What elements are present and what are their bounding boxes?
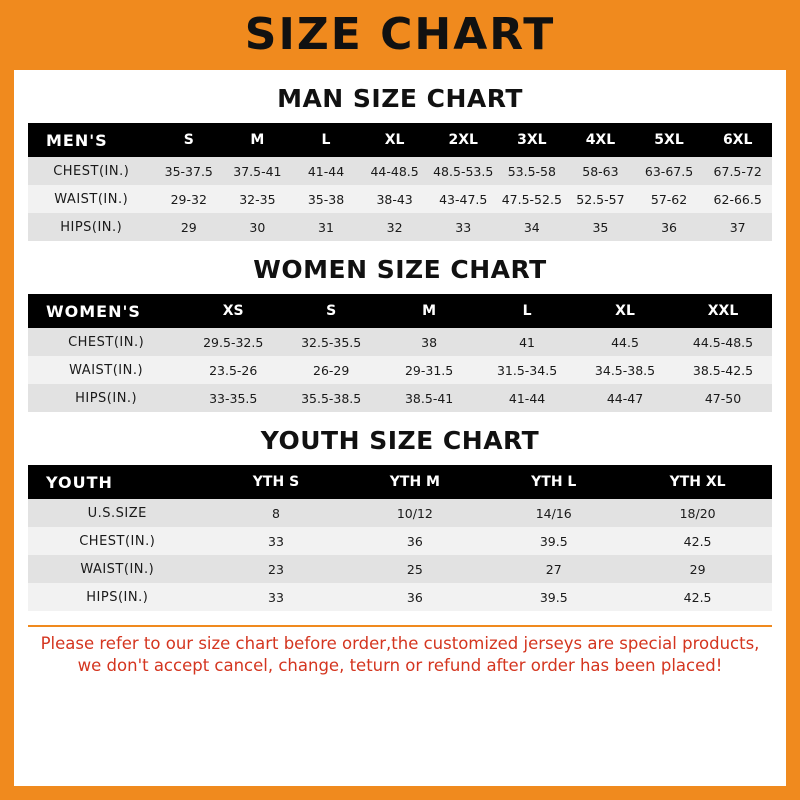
table-cell: 39.5 <box>484 527 623 555</box>
table-cell: 10/12 <box>345 499 484 527</box>
footer-band <box>0 786 800 800</box>
table-cell: 41-44 <box>478 384 576 412</box>
section-title-women: WOMEN SIZE CHART <box>253 255 547 284</box>
table-cell: 58-63 <box>566 157 635 185</box>
table-cell: 43-47.5 <box>429 185 498 213</box>
column-header: L <box>292 123 361 157</box>
chart-content <box>14 70 786 786</box>
table-row <box>28 527 772 555</box>
table-cell: 52.5-57 <box>566 185 635 213</box>
table-header-row <box>28 294 772 328</box>
column-header: YTH M <box>345 465 484 499</box>
table-cell: 38.5-42.5 <box>674 356 772 384</box>
footer-note-line-1: Please refer to our size chart before order,the customized jerseys are special products, <box>40 634 760 653</box>
table-cell: 33 <box>429 213 498 241</box>
table-corner-label: YOUTH <box>28 465 207 499</box>
table-cell: 29 <box>623 555 772 583</box>
table-cell: 36 <box>345 527 484 555</box>
table-cell: 29.5-32.5 <box>184 328 282 356</box>
table-cell: 53.5-58 <box>498 157 567 185</box>
table-row <box>28 583 772 611</box>
table-cell: 37.5-41 <box>223 157 292 185</box>
table-cell: 44.5 <box>576 328 674 356</box>
row-label: HIPS(IN.) <box>28 213 154 241</box>
table-cell: 44-48.5 <box>360 157 429 185</box>
table-cell: 14/16 <box>484 499 623 527</box>
women-size-table <box>28 294 772 412</box>
table-cell: 62-66.5 <box>703 185 772 213</box>
section-title-youth: YOUTH SIZE CHART <box>260 426 540 455</box>
table-cell: 23.5-26 <box>184 356 282 384</box>
column-header: YTH L <box>484 465 623 499</box>
section-title-man: MAN SIZE CHART <box>277 84 523 113</box>
table-cell: 26-29 <box>282 356 380 384</box>
footer-note <box>28 625 772 678</box>
table-cell: 31 <box>292 213 361 241</box>
table-row <box>28 356 772 384</box>
table-cell: 33-35.5 <box>184 384 282 412</box>
youth-size-table <box>28 465 772 611</box>
section-youth-size-chart <box>28 426 772 611</box>
table-cell: 32.5-35.5 <box>282 328 380 356</box>
table-cell: 27 <box>484 555 623 583</box>
page-title: SIZE CHART <box>244 9 556 60</box>
table-cell: 44.5-48.5 <box>674 328 772 356</box>
table-cell: 35-38 <box>292 185 361 213</box>
table-cell: 38 <box>380 328 478 356</box>
row-label: WAIST(IN.) <box>28 555 207 583</box>
column-header: M <box>223 123 292 157</box>
column-header: XL <box>360 123 429 157</box>
table-cell: 32-35 <box>223 185 292 213</box>
table-cell: 57-62 <box>635 185 704 213</box>
table-cell: 41 <box>478 328 576 356</box>
row-label: CHEST(IN.) <box>28 328 184 356</box>
row-label: CHEST(IN.) <box>28 157 154 185</box>
column-header: 3XL <box>498 123 567 157</box>
column-header: S <box>282 294 380 328</box>
table-cell: 35-37.5 <box>154 157 223 185</box>
table-corner-label: WOMEN'S <box>28 294 184 328</box>
table-cell: 44-47 <box>576 384 674 412</box>
section-man-size-chart <box>28 84 772 241</box>
column-header: 6XL <box>703 123 772 157</box>
row-label: WAIST(IN.) <box>28 185 154 213</box>
row-label: HIPS(IN.) <box>28 384 184 412</box>
table-row <box>28 499 772 527</box>
table-cell: 36 <box>635 213 704 241</box>
column-header: XL <box>576 294 674 328</box>
table-cell: 35.5-38.5 <box>282 384 380 412</box>
man-size-table <box>28 123 772 241</box>
column-header: YTH XL <box>623 465 772 499</box>
table-cell: 41-44 <box>292 157 361 185</box>
column-header: M <box>380 294 478 328</box>
table-cell: 18/20 <box>623 499 772 527</box>
table-header-row <box>28 123 772 157</box>
table-row <box>28 213 772 241</box>
table-header-row <box>28 465 772 499</box>
table-cell: 32 <box>360 213 429 241</box>
section-women-size-chart <box>28 255 772 412</box>
column-header: L <box>478 294 576 328</box>
table-row <box>28 157 772 185</box>
table-cell: 33 <box>207 583 346 611</box>
column-header: XXL <box>674 294 772 328</box>
table-cell: 34 <box>498 213 567 241</box>
table-cell: 39.5 <box>484 583 623 611</box>
table-cell: 42.5 <box>623 527 772 555</box>
table-cell: 25 <box>345 555 484 583</box>
column-header: S <box>154 123 223 157</box>
column-header: 5XL <box>635 123 704 157</box>
table-cell: 23 <box>207 555 346 583</box>
table-cell: 48.5-53.5 <box>429 157 498 185</box>
table-cell: 29-31.5 <box>380 356 478 384</box>
table-cell: 8 <box>207 499 346 527</box>
table-cell: 29-32 <box>154 185 223 213</box>
column-header: 4XL <box>566 123 635 157</box>
row-label: WAIST(IN.) <box>28 356 184 384</box>
table-cell: 35 <box>566 213 635 241</box>
table-cell: 67.5-72 <box>703 157 772 185</box>
footer-note-line-2: we don't accept cancel, change, teturn or refund after order has been placed! <box>77 656 723 676</box>
row-label: CHEST(IN.) <box>28 527 207 555</box>
column-header: YTH S <box>207 465 346 499</box>
table-cell: 29 <box>154 213 223 241</box>
column-header: XS <box>184 294 282 328</box>
table-cell: 63-67.5 <box>635 157 704 185</box>
table-cell: 36 <box>345 583 484 611</box>
table-cell: 33 <box>207 527 346 555</box>
table-row <box>28 555 772 583</box>
table-cell: 38.5-41 <box>380 384 478 412</box>
table-cell: 31.5-34.5 <box>478 356 576 384</box>
header-band <box>0 0 800 70</box>
table-cell: 47-50 <box>674 384 772 412</box>
row-label: HIPS(IN.) <box>28 583 207 611</box>
table-row <box>28 328 772 356</box>
table-cell: 47.5-52.5 <box>498 185 567 213</box>
table-cell: 30 <box>223 213 292 241</box>
table-corner-label: MEN'S <box>28 123 154 157</box>
table-cell: 37 <box>703 213 772 241</box>
column-header: 2XL <box>429 123 498 157</box>
table-cell: 42.5 <box>623 583 772 611</box>
table-cell: 38-43 <box>360 185 429 213</box>
row-label: U.S.SIZE <box>28 499 207 527</box>
table-row <box>28 384 772 412</box>
table-row <box>28 185 772 213</box>
table-cell: 34.5-38.5 <box>576 356 674 384</box>
